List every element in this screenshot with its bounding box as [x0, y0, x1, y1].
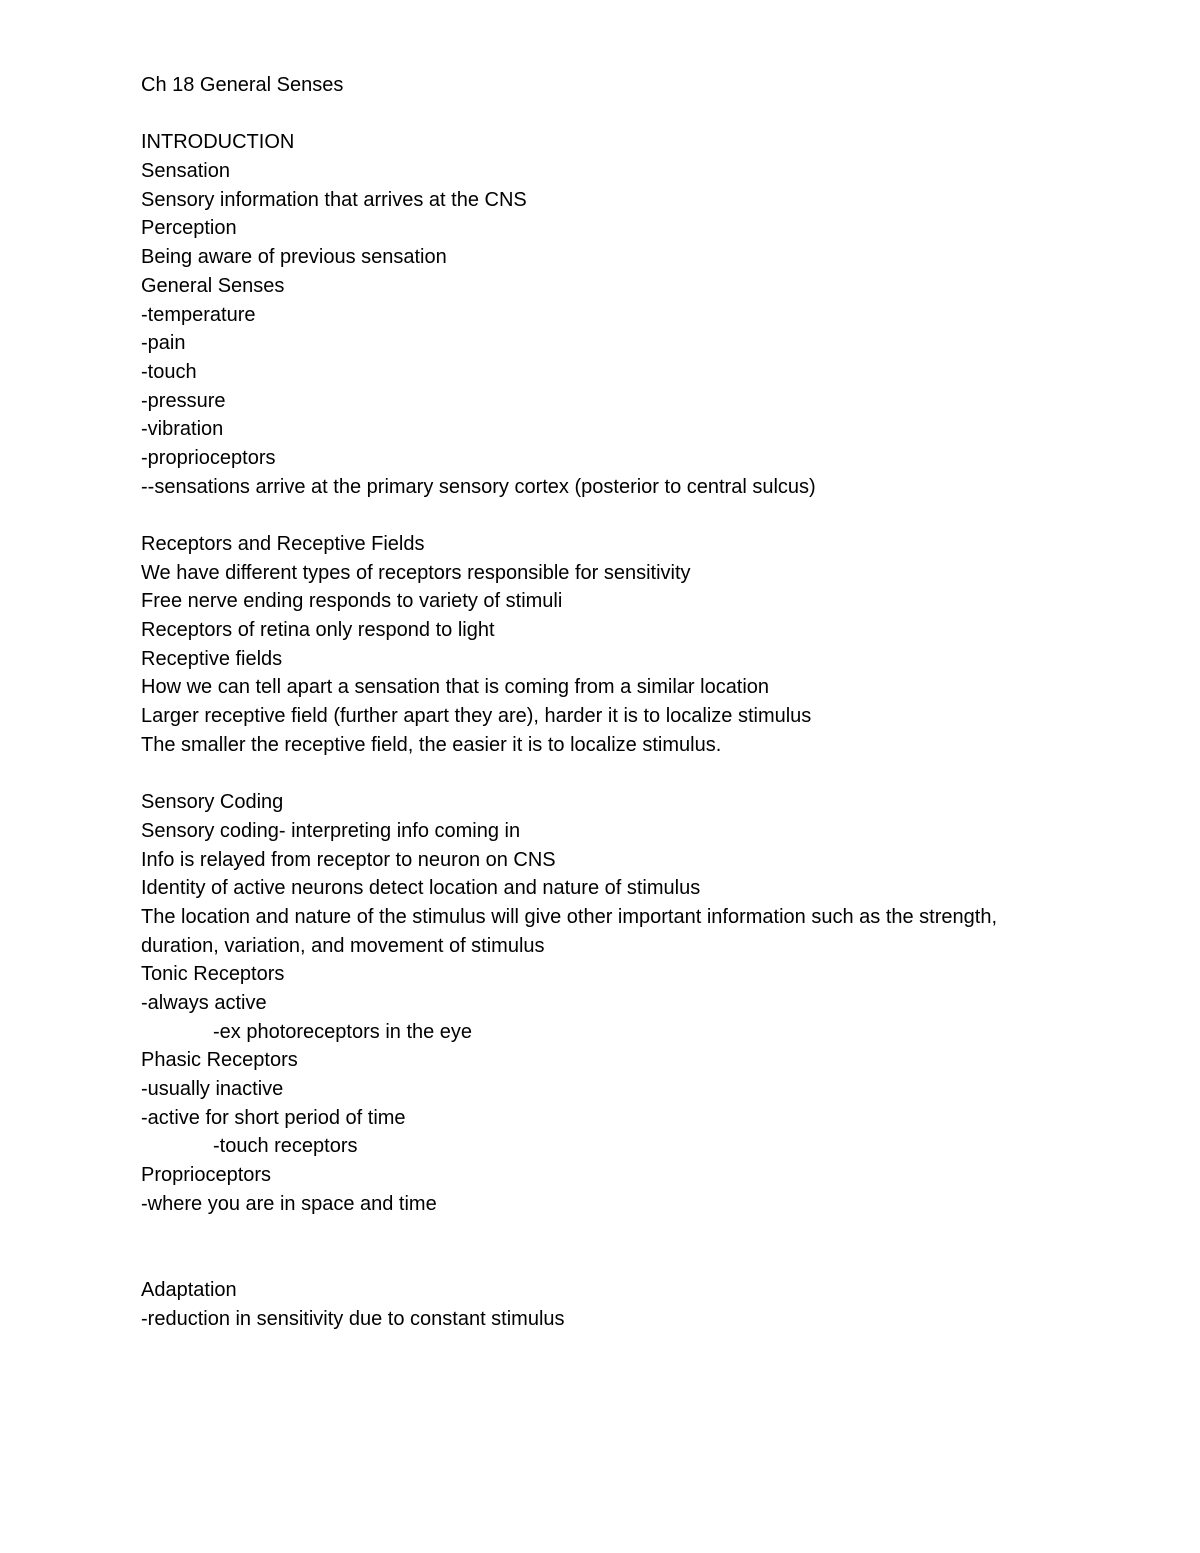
text-line: -usually inactive — [141, 1078, 284, 1101]
text-line: -proprioceptors — [141, 446, 276, 469]
text-line: -touch — [141, 360, 197, 383]
indented-text-line: -ex photoreceptors in the eye — [213, 1020, 473, 1043]
text-line: -reduction in sensitivity due to constant stimulus — [141, 1307, 565, 1330]
section-heading-introduction: INTRODUCTION — [141, 131, 295, 154]
text-line: -temperature — [141, 303, 256, 326]
text-line: The smaller the receptive field, the easier it is to localize stimulus. — [141, 733, 722, 756]
text-line: Free nerve ending responds to variety of stimuli — [141, 590, 563, 613]
text-line: Info is relayed from receptor to neuron on CNS — [141, 848, 556, 871]
section-heading-adaptation: Adaptation — [141, 1278, 237, 1301]
text-line: -vibration — [141, 418, 224, 441]
text-line: How we can tell apart a sensation that is coming from a similar location — [141, 676, 770, 699]
section-heading-receptors: Receptors and Receptive Fields — [141, 533, 425, 555]
text-line: -pain — [141, 332, 186, 355]
text-line: -always active — [141, 992, 267, 1015]
text-line: Proprioceptors — [141, 1164, 272, 1187]
text-line: Sensory coding- interpreting info coming in — [141, 819, 521, 842]
spacer — [141, 760, 1041, 789]
section-heading-sensory-coding: Sensory Coding — [141, 791, 284, 814]
text-line: We have different types of receptors responsible for sensitivity — [141, 561, 691, 584]
text-line: General Senses — [141, 274, 285, 297]
text-line: --sensations arrive at the primary sensory cortex (posterior to central sulcus) — [141, 475, 816, 498]
page-title: Ch 18 General Senses — [141, 74, 344, 96]
spacer — [141, 1219, 1041, 1276]
text-line: Phasic Receptors — [141, 1049, 298, 1072]
text-line: -active for short period of time — [141, 1106, 406, 1129]
indented-text-line: -touch receptors — [213, 1135, 358, 1158]
text-line: Identity of active neurons detect location and nature of stimulus — [141, 877, 701, 900]
text-paragraph: The location and nature of the stimulus will give other important information such as the strength, duration, variation, and movement of stimulus — [141, 905, 998, 957]
document-body — [141, 71, 1041, 1333]
text-line: Sensation — [141, 160, 230, 183]
text-line: Receptors of retina only respond to light — [141, 619, 495, 642]
text-line: Receptive fields — [141, 647, 283, 670]
spacer — [141, 501, 1041, 530]
text-line: Perception — [141, 217, 237, 240]
text-line: -pressure — [141, 389, 226, 412]
text-line: Sensory information that arrives at the CNS — [141, 188, 527, 211]
text-line: Larger receptive field (further apart they are), harder it is to localize stimulus — [141, 705, 812, 728]
text-line: Being aware of previous sensation — [141, 246, 447, 269]
text-line: Tonic Receptors — [141, 963, 285, 986]
spacer — [141, 100, 1041, 129]
text-line: -where you are in space and time — [141, 1192, 437, 1215]
